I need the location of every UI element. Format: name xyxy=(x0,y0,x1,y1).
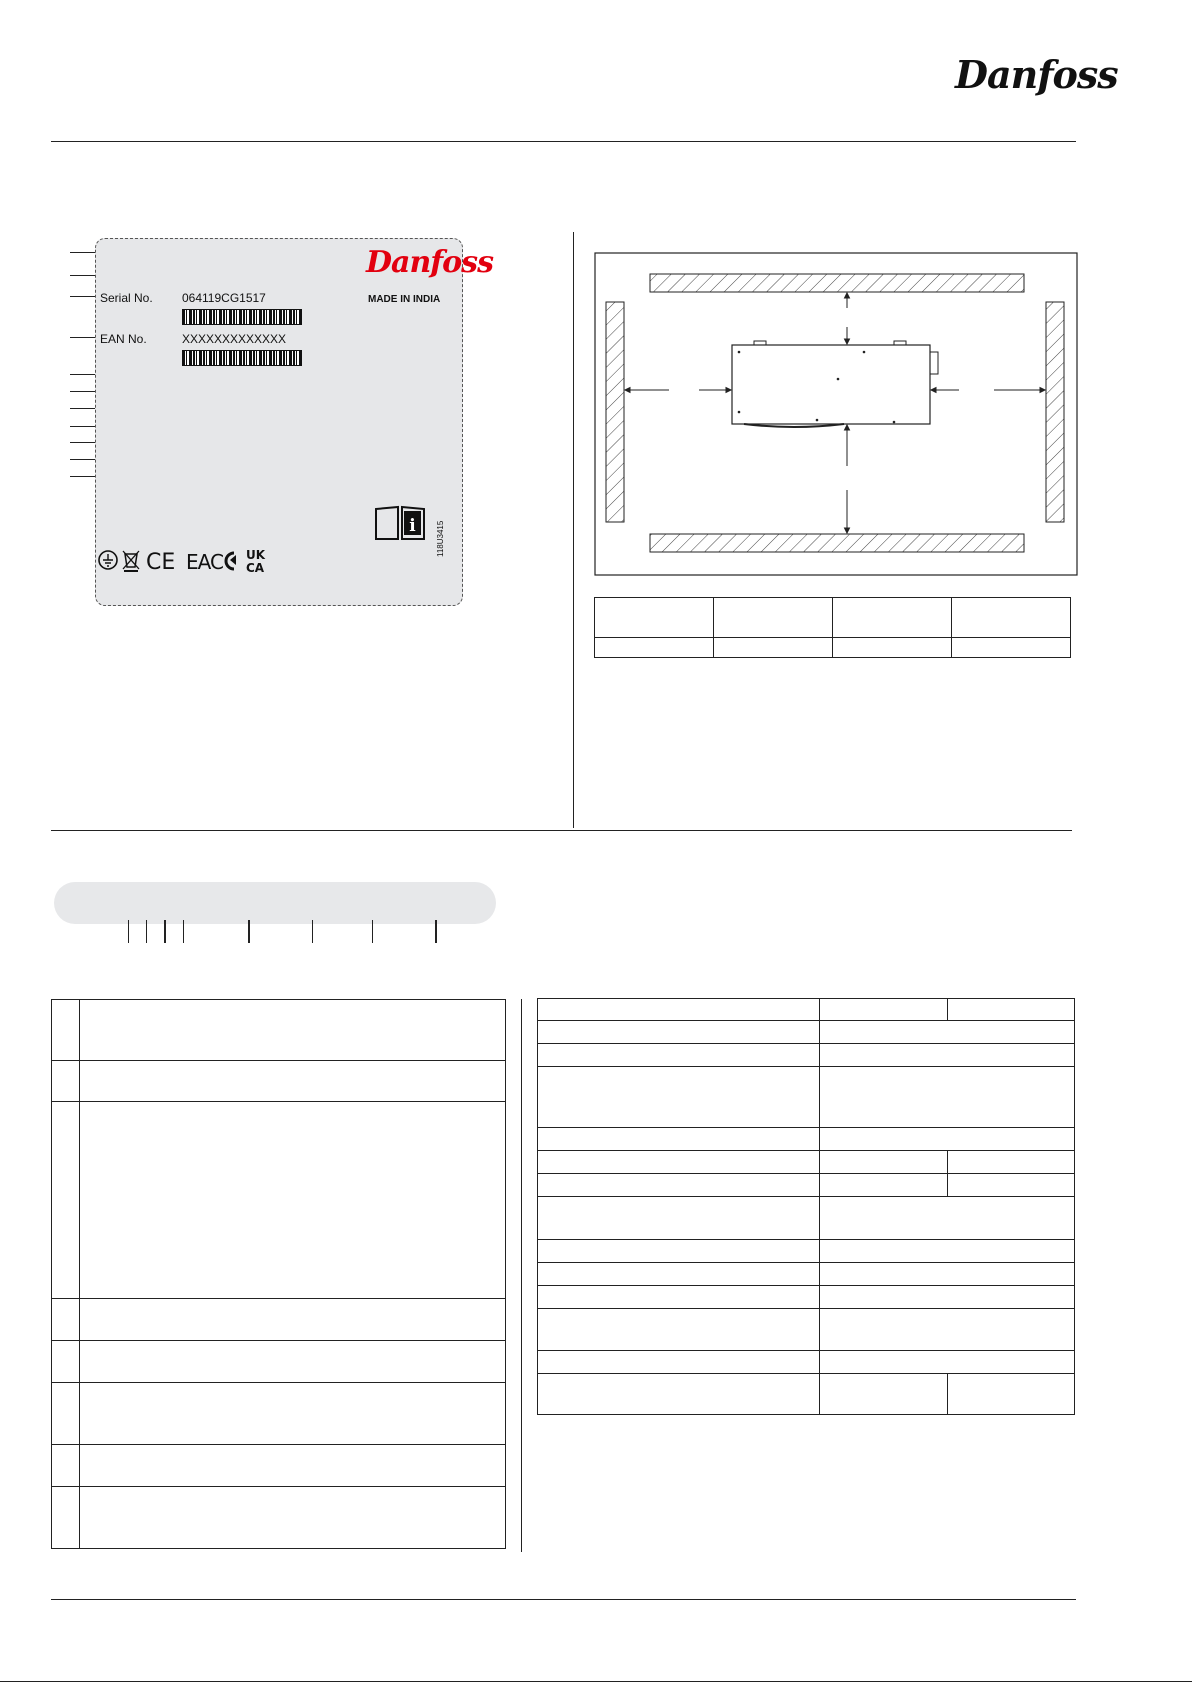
table-row xyxy=(538,1351,1075,1374)
table-cell xyxy=(538,999,820,1021)
table-cell xyxy=(948,1174,1075,1197)
specification-table xyxy=(537,998,1075,1415)
table-cell xyxy=(538,1240,820,1263)
table-cell xyxy=(948,1151,1075,1174)
table-cell xyxy=(52,1487,80,1549)
ean-barcode xyxy=(182,350,302,366)
product-nameplate xyxy=(95,238,493,606)
table-row xyxy=(52,1000,506,1061)
header-brand-logo: Danfoss xyxy=(955,52,1118,97)
table-cell xyxy=(833,638,952,658)
table-cell xyxy=(52,1383,80,1445)
table-cell xyxy=(538,1174,820,1197)
right-wall xyxy=(1046,302,1064,522)
table-cell xyxy=(820,1021,1075,1044)
table-cell xyxy=(538,1151,820,1174)
table-row xyxy=(52,1299,506,1341)
left-wall xyxy=(606,302,624,522)
type-code-tick xyxy=(164,920,166,943)
table-row xyxy=(52,1445,506,1487)
clearance-table xyxy=(594,597,1071,658)
table-row xyxy=(538,1044,1075,1067)
table-cell xyxy=(833,598,952,638)
table-row xyxy=(538,999,1075,1021)
footer-divider xyxy=(51,1599,1076,1600)
clearance-diagram xyxy=(594,252,1078,576)
table-row xyxy=(538,1263,1075,1286)
table-row xyxy=(538,1128,1075,1151)
table-cell xyxy=(538,1351,820,1374)
table-cell xyxy=(948,1374,1075,1415)
lower-column-divider xyxy=(521,999,522,1552)
table-cell xyxy=(948,999,1075,1021)
table-cell xyxy=(538,1021,820,1044)
ukca-bottom: CA xyxy=(246,561,265,573)
table-row xyxy=(538,1309,1075,1351)
page-bottom-rule xyxy=(0,1681,1192,1682)
table-cell xyxy=(80,1383,506,1445)
weee-bin-icon xyxy=(123,551,139,572)
table-cell xyxy=(538,1197,820,1240)
ce-mark-icon: CE xyxy=(146,550,176,573)
table-cell xyxy=(80,1102,506,1299)
table-cell xyxy=(538,1309,820,1351)
ukca-top: UK xyxy=(246,548,266,562)
nameplate-brand-logo: Danfoss xyxy=(366,245,493,280)
table-cell xyxy=(52,1000,80,1061)
rcm-mark-icon xyxy=(226,553,236,569)
table-cell xyxy=(80,1000,506,1061)
table-row xyxy=(538,1240,1075,1263)
table-cell xyxy=(80,1299,506,1341)
header-divider xyxy=(51,141,1076,142)
type-code-tick xyxy=(312,920,313,943)
table-row xyxy=(538,1286,1075,1309)
certification-marks xyxy=(96,547,296,573)
table-row xyxy=(595,598,1071,638)
table-cell xyxy=(952,598,1071,638)
section-divider xyxy=(51,830,1072,831)
table-cell xyxy=(52,1061,80,1102)
table-row xyxy=(538,1021,1075,1044)
table-cell xyxy=(595,638,714,658)
table-cell xyxy=(595,598,714,638)
ean-value: XXXXXXXXXXXXX xyxy=(182,332,287,346)
table-cell xyxy=(820,1309,1075,1351)
table-cell xyxy=(820,1174,948,1197)
table-cell xyxy=(820,1263,1075,1286)
eac-mark-icon: EAC xyxy=(186,550,223,573)
table-cell xyxy=(820,1151,948,1174)
type-code-table xyxy=(51,999,506,1549)
serial-value: 064119CG1517 xyxy=(182,291,266,305)
table-row xyxy=(538,1197,1075,1240)
table-row xyxy=(52,1487,506,1549)
table-row xyxy=(595,638,1071,658)
table-row xyxy=(538,1151,1075,1174)
table-cell xyxy=(714,638,833,658)
table-cell xyxy=(714,598,833,638)
type-code-tick xyxy=(248,920,250,943)
type-code-bar xyxy=(54,882,496,924)
manual-info-icon xyxy=(374,503,426,541)
table-cell xyxy=(538,1067,820,1128)
table-cell xyxy=(52,1445,80,1487)
table-cell xyxy=(538,1374,820,1415)
table-cell xyxy=(820,1286,1075,1309)
ground-symbol-icon xyxy=(99,551,117,569)
table-cell xyxy=(538,1263,820,1286)
table-cell xyxy=(52,1102,80,1299)
table-cell xyxy=(820,1128,1075,1151)
table-cell xyxy=(538,1286,820,1309)
table-cell xyxy=(80,1341,506,1383)
table-row xyxy=(538,1174,1075,1197)
bottom-wall xyxy=(650,534,1024,552)
table-cell xyxy=(820,1067,1075,1128)
table-cell xyxy=(820,1240,1075,1263)
table-cell xyxy=(820,1351,1075,1374)
made-in-label: MADE IN INDIA xyxy=(368,294,441,305)
ean-label: EAN No. xyxy=(100,332,147,346)
table-cell xyxy=(538,1044,820,1067)
table-row xyxy=(52,1383,506,1445)
upper-column-divider xyxy=(573,232,574,828)
table-cell xyxy=(52,1299,80,1341)
table-cell xyxy=(80,1061,506,1102)
table-row xyxy=(52,1341,506,1383)
table-cell xyxy=(52,1341,80,1383)
type-code-tick xyxy=(128,920,129,943)
svg-text:i: i xyxy=(409,516,416,536)
table-cell xyxy=(820,1044,1075,1067)
table-cell xyxy=(820,1374,948,1415)
serial-label: Serial No. xyxy=(100,291,153,305)
table-cell xyxy=(952,638,1071,658)
document-code: 118U3415 xyxy=(436,520,445,557)
type-code-tick xyxy=(372,920,373,943)
serial-barcode xyxy=(182,309,302,325)
table-cell xyxy=(820,999,948,1021)
type-code-tick xyxy=(183,920,184,943)
device-outline xyxy=(732,341,938,427)
type-code-tick xyxy=(146,920,147,943)
table-cell xyxy=(80,1445,506,1487)
table-cell xyxy=(80,1487,506,1549)
table-row xyxy=(52,1102,506,1299)
table-row xyxy=(52,1061,506,1102)
table-cell xyxy=(538,1128,820,1151)
table-cell xyxy=(820,1197,1075,1240)
type-code-tick xyxy=(435,920,437,943)
table-row xyxy=(538,1067,1075,1128)
top-wall xyxy=(650,274,1024,292)
table-row xyxy=(538,1374,1075,1415)
